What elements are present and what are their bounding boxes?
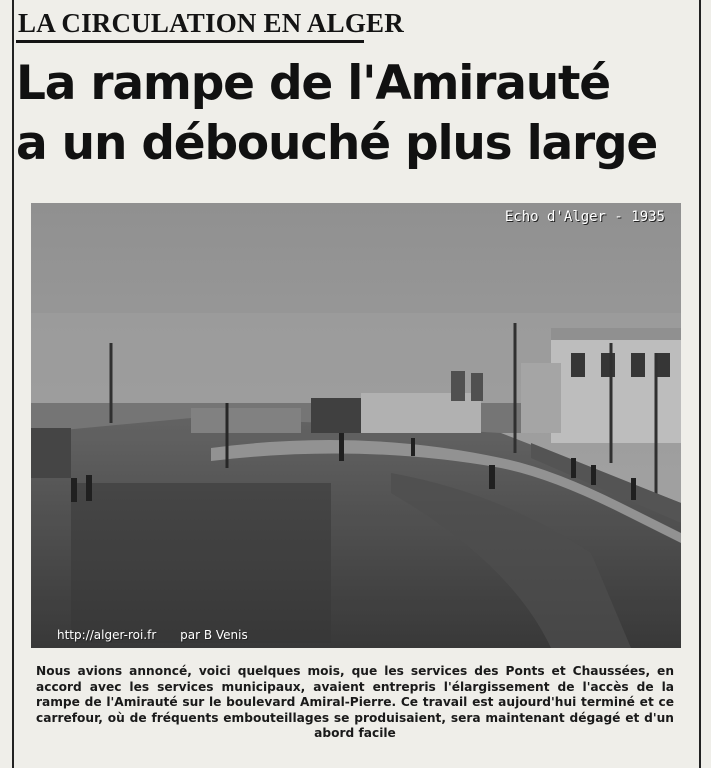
source-url: http://alger-roi.fr xyxy=(57,628,157,642)
photo-watermark xyxy=(57,628,248,642)
section-kicker: LA CIRCULATION EN ALGER xyxy=(18,8,404,38)
column-rule-left xyxy=(12,0,14,768)
photo-illustration xyxy=(31,203,681,648)
headline xyxy=(16,54,706,174)
photo-credit: Echo d'Alger - 1935 xyxy=(504,209,665,225)
headline-line-1: La rampe de l'Amirauté xyxy=(16,56,610,111)
article-body: Nous avions annoncé, voici quelques mois, que les services des Ponts et Chaussées, en accord avec les services municipaux, avaient entrepris l'élargissement de l'accès de la rampe de l'Amirauté sur le boulevard Amiral-Pierre. Ce travail est aujourd'hui terminé et ce carrefour, où de fréquents embouteillages se produisaient, sera maintenant dégagé et d'un abord facile xyxy=(36,664,674,740)
author-credit: par B Venis xyxy=(180,628,248,642)
kicker-underline xyxy=(16,40,364,43)
headline-line-2: a un débouché plus large xyxy=(16,116,658,171)
street-photo xyxy=(31,203,681,648)
